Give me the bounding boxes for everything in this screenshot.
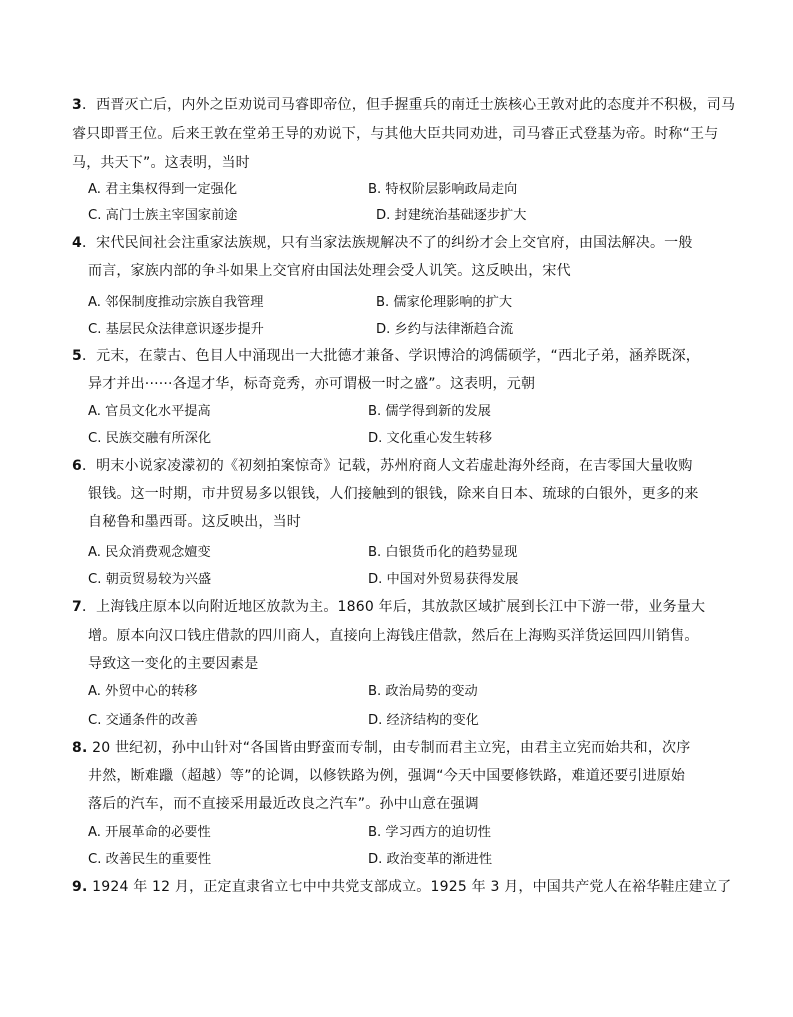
option-c[interactable]: C. 高门士族主宰国家前途 (88, 208, 238, 223)
question-text: ．元末，在蒙古、色目人中涌现出一大批德才兼备、学识博洽的鸿儒硕学，“西北子弟，涵养既深， (81, 348, 701, 364)
question-text: ．西晋灭亡后，内外之臣劝说司马睿即帝位，但手握重兵的南迁士族核心王敦对此的态度并不积极，司马 (81, 97, 736, 113)
option-b[interactable]: B. 儒学得到新的发展 (368, 404, 491, 419)
option-c[interactable]: C. 交通条件的改善 (88, 713, 198, 728)
option-d[interactable]: D. 乡约与法律渐趋合流 (376, 322, 514, 337)
question-6-line-2: 银钱。这一时期，市井贸易多以银钱，人们接触到的银钱，除来自日本、琉球的白银外，更多的来 (88, 486, 699, 502)
question-3-line-1 (72, 96, 736, 114)
option-d[interactable]: D. 政治变革的渐进性 (368, 852, 493, 867)
question-8-line-3: 落后的汽车，而不直接采用最近改良之汽车”。孙中山意在强调 (88, 796, 479, 812)
option-b[interactable]: B. 白银货币化的趋势显现 (368, 545, 518, 560)
question-6-line-3: 自秘鲁和墨西哥。这反映出，当时 (88, 514, 301, 530)
question-number: 5 (72, 348, 82, 364)
option-d[interactable]: D. 经济结构的变化 (368, 713, 479, 728)
option-d[interactable]: D. 文化重心发生转移 (368, 431, 493, 446)
question-7-line-2: 增。原本向汉口钱庄借款的四川商人，直接向上海钱庄借款，然后在上海购买洋货运回四川销售。 (88, 628, 699, 644)
question-text: 1924 年 12 月，正定直隶省立七中中共党支部成立。1925 年 3 月，中国共产党人在裕华鞋庄建立了 (87, 879, 732, 895)
option-a[interactable]: A. 外贸中心的转移 (88, 684, 198, 699)
question-5-line-1 (72, 347, 732, 365)
question-4-line-2: 而言，家族内部的争斗如果上交官府由国法处理会受人讥笑。这反映出，宋代 (88, 263, 571, 279)
question-number: 6 (72, 458, 82, 474)
option-b[interactable]: B. 儒家伦理影响的扩大 (376, 295, 513, 310)
question-number: 7 (72, 599, 82, 615)
question-number: 8. (72, 740, 88, 756)
question-8-line-2: 井然，断难躐（超越）等”的论调，以修铁路为例，强调“今天中国要修铁路，难道还要引进原始 (88, 768, 686, 784)
question-3-line-3: 马，共天下”。这表明，当时 (72, 155, 250, 171)
option-a[interactable]: A. 民众消费观念嬗变 (88, 545, 211, 560)
option-a[interactable]: A. 君主集权得到一定强化 (88, 182, 238, 197)
option-b[interactable]: B. 学习西方的迫切性 (368, 825, 491, 840)
option-d[interactable]: D. 中国对外贸易获得发展 (368, 572, 519, 587)
question-number: 4 (72, 235, 82, 251)
option-a[interactable]: A. 开展革命的必要性 (88, 825, 211, 840)
option-c[interactable]: C. 朝贡贸易较为兴盛 (88, 572, 212, 587)
question-text: ．上海钱庄原本以向附近地区放款为主。1860 年后，其放款区域扩展到长江中下游一带，业务量大 (81, 599, 706, 615)
option-a[interactable]: A. 官员文化水平提高 (88, 404, 211, 419)
question-4-line-1 (72, 234, 732, 252)
question-9-line-1 (72, 878, 732, 896)
question-7-line-3: 导致这一变化的主要因素是 (88, 656, 259, 672)
option-c[interactable]: C. 民族交融有所深化 (88, 431, 212, 446)
question-text: ．明末小说家凌濛初的《初刻拍案惊奇》记载，苏州府商人文若虚赴海外经商，在吉零国大量收购 (81, 458, 693, 474)
question-text: ．宋代民间社会注重家法族规，只有当家法族规解决不了的纠纷才会上交官府，由国法解决。一般 (81, 235, 693, 251)
option-c[interactable]: C. 改善民生的重要性 (88, 852, 212, 867)
question-text: 20 世纪初，孙中山针对“各国皆由野蛮而专制，由专制而君主立宪，由君主立宪而始共和，次序 (87, 740, 691, 756)
option-d[interactable]: D. 封建统治基础逐步扩大 (376, 208, 527, 223)
option-c[interactable]: C. 基层民众法律意识逐步提升 (88, 322, 264, 337)
question-6-line-1 (72, 457, 732, 475)
question-number: 9. (72, 879, 88, 895)
question-8-line-1 (72, 739, 732, 757)
question-3-line-2: 睿只即晋王位。后来王敦在堂弟王导的劝说下，与其他大臣共同劝进，司马睿正式登基为帝。时称“王与 (72, 126, 719, 142)
option-b[interactable]: B. 政治局势的变动 (368, 684, 478, 699)
option-a[interactable]: A. 邻保制度推动宗族自我管理 (88, 295, 264, 310)
question-5-line-2: 异才并出······各逞才华，标奇竞秀，亦可谓极一时之盛”。这表明，元朝 (88, 376, 536, 392)
option-b[interactable]: B. 特权阶层影响政局走向 (368, 182, 518, 197)
question-7-line-1 (72, 598, 732, 616)
question-number: 3 (72, 97, 82, 113)
